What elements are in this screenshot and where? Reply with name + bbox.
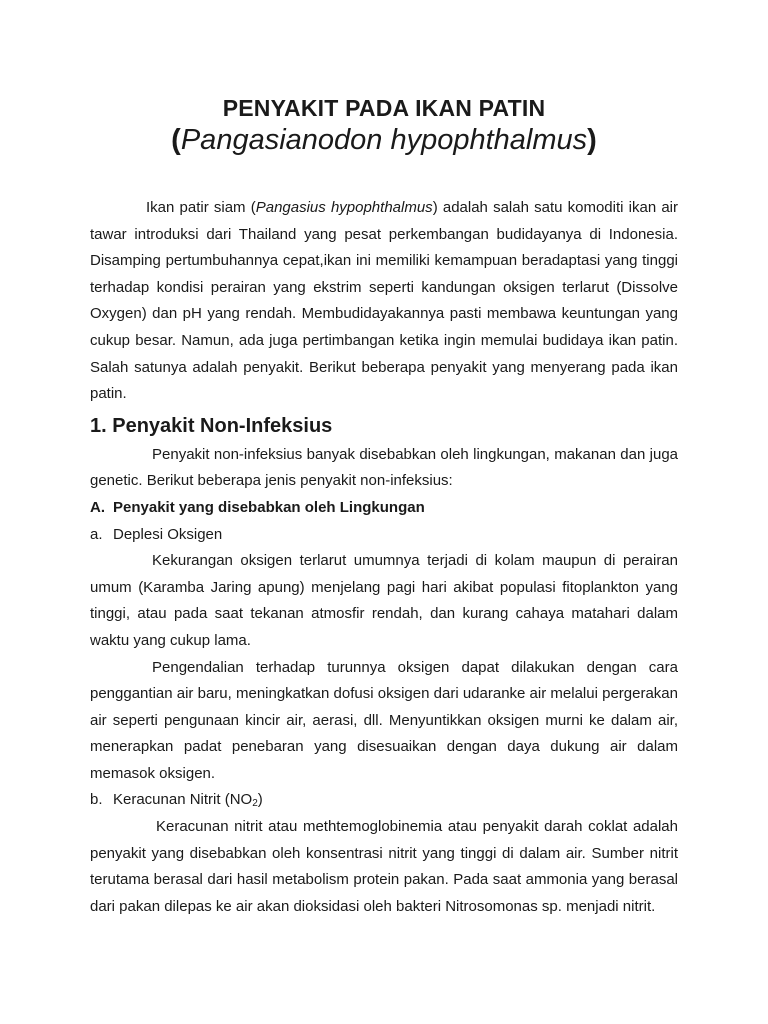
list-item-label: b. [90, 791, 103, 809]
intro-scientific-name: Pangasius hypophthalmus [255, 199, 433, 216]
scientific-name: Pangasianodon hypophthalmus [180, 124, 588, 156]
list-item-text-pre: Keracunan Nitrit (NO [113, 791, 253, 809]
paragraph-nitrit-1: Keracunan nitrit atau methtemoglobinemia atau penyakit darah coklat adalah penyakit yang disebabkan oleh konsentrasi nitrit yang tinggi di dalam air. Sumber nitrit terutama berasal dari hasil metabolism protein pakan. Pada saat ammonia yang berasal dari pakan dilepas ke air akan dioksidasi oleh bakteri Nitrosomonas sp. menjadi nitrit. [90, 818, 678, 915]
section-intro-paragraph: Penyakit non-infeksius banyak disebabkan oleh lingkungan, makanan dan juga genetic. Berikut beberapa jenis penyakit non-infeksius: [90, 445, 678, 490]
list-item-text-post: ) [257, 791, 263, 809]
list-item-deplesi-oksigen [90, 522, 678, 549]
title-block [90, 92, 678, 157]
intro-paragraph [90, 195, 678, 408]
subheading-text: Penyakit yang disebabkan oleh Lingkungan [113, 498, 425, 516]
subheading-label: A. [90, 498, 105, 516]
section-heading-non-infeksius: 1. Penyakit Non-Infeksius [90, 414, 333, 437]
list-item-keracunan-nitrit [90, 787, 678, 814]
paragraph-deplesi-1: Kekurangan oksigen terlarut umumnya terjadi di kolam maupun di perairan umum (Karamba Jaring apung) menjelang pagi hari akibat populasi fitoplankton yang tinggi, atau pada saat tekanan atmosfir rendah, dan kurang cahaya matahari dalam waktu yang cukup lama. [90, 552, 678, 649]
subtitle-open-paren: ( [171, 124, 181, 156]
document-title: PENYAKIT PADA IKAN PATIN [222, 95, 546, 121]
list-item-label: a. [90, 525, 103, 543]
subheading-lingkungan [90, 495, 678, 522]
list-item-text: Deplesi Oksigen [113, 525, 223, 543]
document-page [90, 92, 678, 920]
paragraph-deplesi-2: Pengendalian terhadap turunnya oksigen dapat dilakukan dengan cara penggantian air baru, meningkatkan dofusi oksigen dari udaranke air melalui pergerakan air seperti pengunaan kincir air, aerasi, dll. Menyuntikkan oksigen murni ke dalam air, menerapkan padat penebaran yang disesuaikan dengan daya dukung air dalam memasok oksigen. [90, 658, 678, 782]
subtitle-close-paren: ) [587, 124, 597, 156]
intro-text-post: ) adalah salah satu komoditi ikan air tawar introduksi dari Thailand yang pesat perkembangan budidayanya di Indonesia. Disamping pertumbuhannya cepat,ikan ini memiliki kemampuan beradaptasi yang tinggi terhadap kondisi perairan yang ekstrim seperti kandungan oksigen terlarut (Dissolve Oxygen) dan pH yang rendah. Membudidayakannya pasti membawa keuntungan yang cukup besar. Namun, ada juga pertimbangan ketika ingin memulai budidaya ikan patin. Salah satunya adalah penyakit. Berikut beberapa penyakit yang menyerang pada ikan patin. [90, 199, 679, 403]
intro-text-pre: Ikan patir siam ( [146, 199, 256, 216]
subscript-two: 2 [252, 798, 258, 810]
document-subtitle [90, 123, 678, 157]
